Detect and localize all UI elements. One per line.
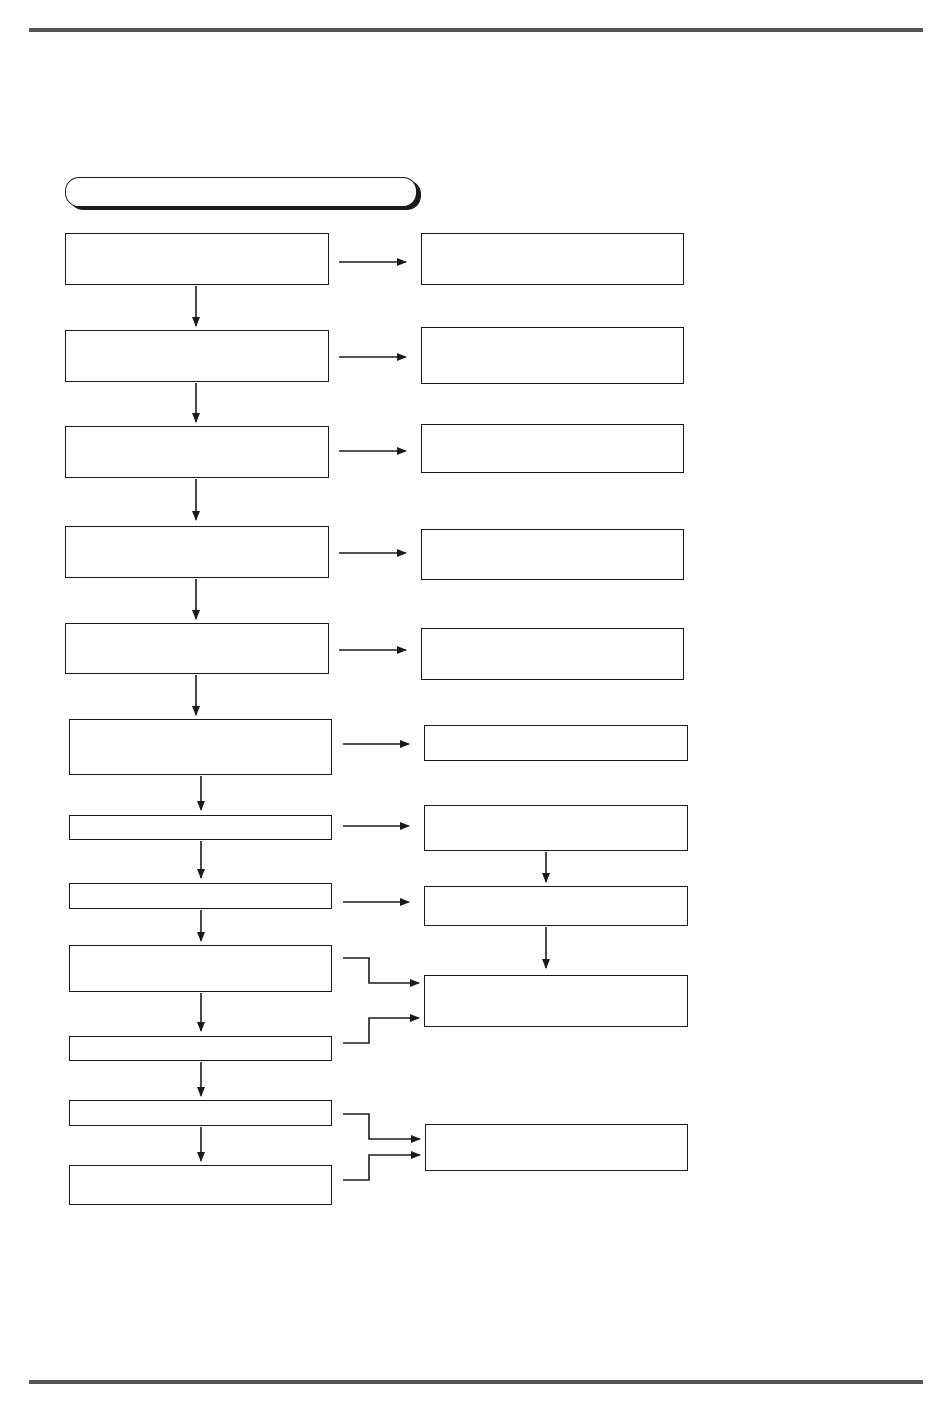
step-box-5 — [65, 623, 329, 674]
outcome-box-4 — [421, 529, 684, 580]
step-box-4 — [65, 526, 329, 578]
outcome-box-7 — [424, 805, 688, 851]
outcome-box-9 — [424, 975, 688, 1027]
step-box-12 — [69, 1165, 332, 1205]
elbow-arrow-3 — [343, 1114, 420, 1139]
step-box-6 — [69, 719, 332, 775]
outcome-box-8 — [424, 886, 688, 926]
step-box-11 — [69, 1100, 332, 1126]
elbow-arrow-2 — [343, 1018, 419, 1043]
outcome-box-5 — [421, 628, 684, 680]
step-box-2 — [65, 330, 329, 382]
step-box-1 — [65, 233, 329, 285]
outcome-box-2 — [421, 327, 684, 384]
step-box-10 — [69, 1036, 332, 1061]
step-box-7 — [69, 815, 332, 840]
elbow-arrow-1 — [343, 958, 419, 983]
step-box-3 — [65, 426, 329, 478]
flowchart-title — [65, 177, 417, 207]
outcome-box-1 — [421, 233, 684, 285]
elbow-arrow-4 — [343, 1155, 420, 1180]
bottom-rule — [29, 1380, 923, 1384]
top-rule — [29, 28, 923, 32]
step-box-9 — [69, 945, 332, 992]
step-box-8 — [69, 883, 332, 909]
outcome-box-3 — [421, 424, 684, 473]
outcome-box-10 — [425, 1124, 688, 1171]
outcome-box-6 — [424, 725, 688, 761]
